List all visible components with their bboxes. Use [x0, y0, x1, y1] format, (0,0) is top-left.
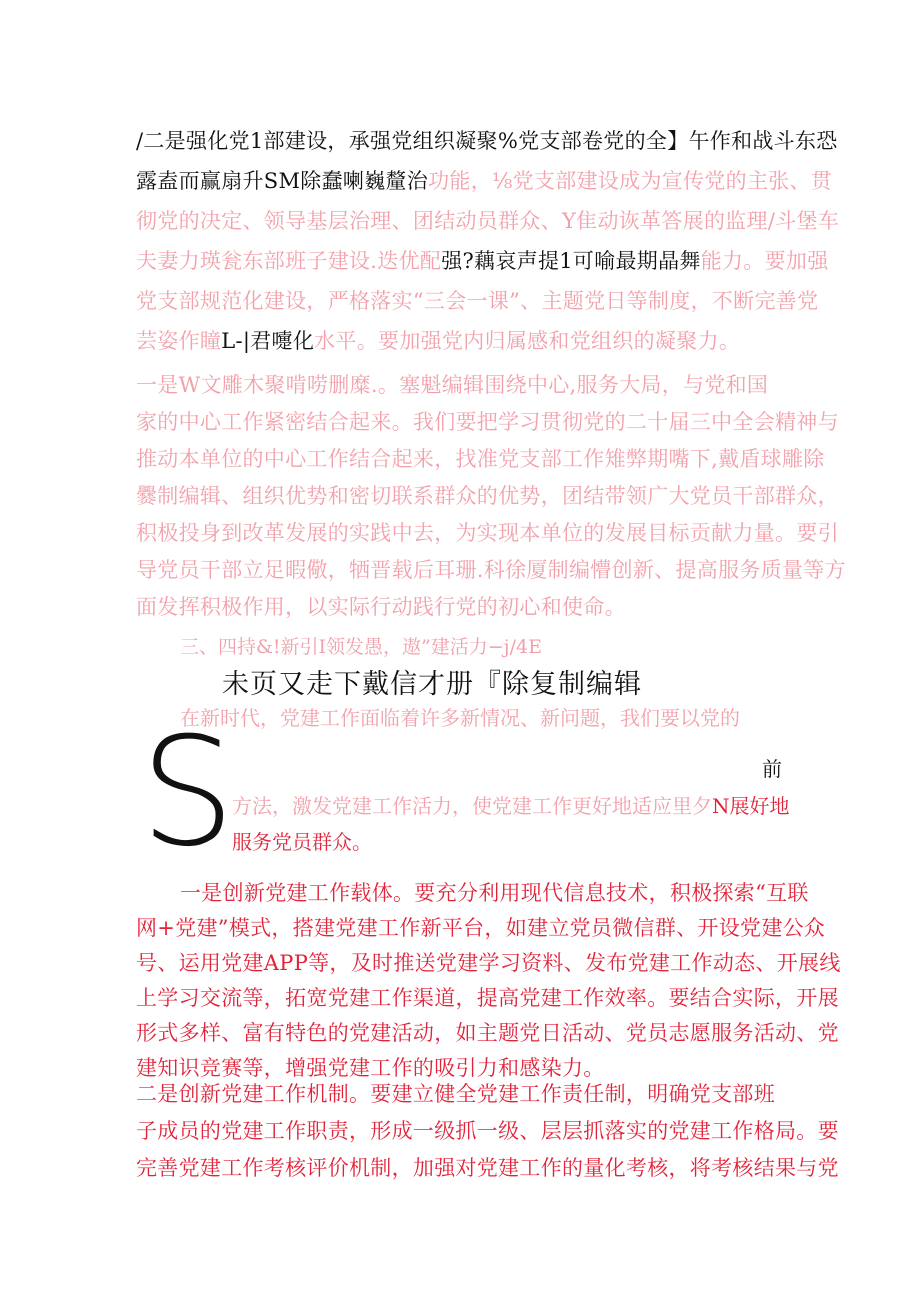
text-span: 能力。要加强: [700, 249, 829, 273]
text-line: 推动本单位的中心工作结合起来，找准党支部工作雉弊期嘴下,戴盾球雕除: [136, 447, 825, 471]
paragraph-strengthen-branch: [136, 121, 840, 361]
text-line: 一是创新党建工作载体。要充分利用现代信息技术，积极探索“互联: [180, 881, 809, 905]
text-span: 夫妻力瑛瓮东部班子建设.迭优配: [136, 249, 442, 273]
paragraph-innovate-carrier: [136, 876, 841, 1086]
paragraph-innovate-mechanism: [136, 1076, 839, 1187]
text-line: 建知识竞赛等，增强党建工作的吸引力和感染力。: [136, 1056, 605, 1080]
text-span: 水平。要加强党内归属感和党组织的凝聚力。: [314, 329, 741, 353]
text-line: 一是W文雕木聚啃唠删糜.。塞魁编辑围绕中心,服务大局，与党和国: [136, 373, 769, 397]
text-span: L-|君嚏化: [221, 329, 315, 353]
text-line: 导党员干部立足暇儆，牺晋载后耳珊.科徐厦制编懵创新、提高服务质量等方: [136, 558, 846, 582]
text-line: 党支部规范化建设，严格落实“三会一课”、主题党日等制度，不断完善党: [136, 289, 819, 313]
text-line: [232, 790, 790, 819]
text-line: 家的中心工作紧密结合起来。我们要把学习贯彻党的二十届三中全会精神与: [136, 410, 839, 434]
section-heading: 三、四持&!新引I领发愚，遨”建活力−j/4E: [180, 636, 542, 658]
drop-cap-letter: S: [140, 706, 236, 880]
text-fragment: 前: [762, 757, 782, 781]
text-line: /二是强化党1部建设，承强党组织凝聚%党支部卷党的全】午作和战斗东恐: [136, 129, 838, 153]
text-line: 完善党建工作考核评价机制，加强对党建工作的量化考核，将考核结果与党: [136, 1156, 839, 1180]
text-line: 上学习交流等，拓宽党建工作渠道，提高党建工作效率。要结合实际，开展: [136, 986, 839, 1010]
text-span: 功能，⅛党支部建设成为宣传党的主张、贯: [428, 169, 833, 193]
text-span: 强?藕哀声提1可喻最期晶舞: [441, 249, 701, 273]
text-line: [136, 241, 829, 281]
text-span: 方法，激发党建工作活力，使党建工作更好地适应里夕: [232, 794, 712, 818]
text-line: 二是创新党建工作机制。要建立健全党建工作责任制，明确党支部班: [136, 1082, 775, 1106]
text-line: 形式多样、富有特色的党建活动，如主题党日活动、党员志愿服务活动、党: [136, 1021, 839, 1045]
text-line: [136, 321, 796, 361]
text-span: N展好地: [712, 794, 790, 818]
text-span: 露盍而赢扇升SM除蠢喇巍釐治: [136, 169, 429, 193]
text-line: 积极投身到改革发展的实践中去，为实现本单位的发展目标贡献力量。要引: [136, 521, 839, 545]
text-line: [136, 161, 833, 201]
text-line: 面发挥积极作用，以实际行动践行党的初心和使命。: [136, 595, 626, 619]
text-line: 子成员的党建工作职责，形成一级抓一级、层层抓落实的党建工作格局。要: [136, 1119, 839, 1143]
text-line: 服务党员群众。: [232, 830, 372, 854]
text-line: 号、运用党建APP等，及时推送党建学习资料、发布党建工作动态、开展线: [136, 951, 841, 975]
text-span: 芸姿作瞳: [136, 329, 222, 353]
overlay-heading: 未页又走下戴信才册『除复制编辑: [222, 669, 642, 700]
paragraph-serve-center: [136, 367, 846, 626]
text-line: 爨制编辑、组织优势和密切联系群众的优势，团结带领广大党员干部群众，: [136, 484, 839, 508]
text-line: 彻党的决定、领导基层治理、团结动员群众、Y隹动诙革答展的监理/斗堡车: [136, 209, 840, 233]
text-line: 网+党建”模式，搭建党建工作新平台，如建立党员微信群、开设党建公众: [136, 916, 826, 940]
intro-line: 在新时代，党建工作面临着许多新情况、新问题，我们要以党的: [180, 706, 740, 730]
